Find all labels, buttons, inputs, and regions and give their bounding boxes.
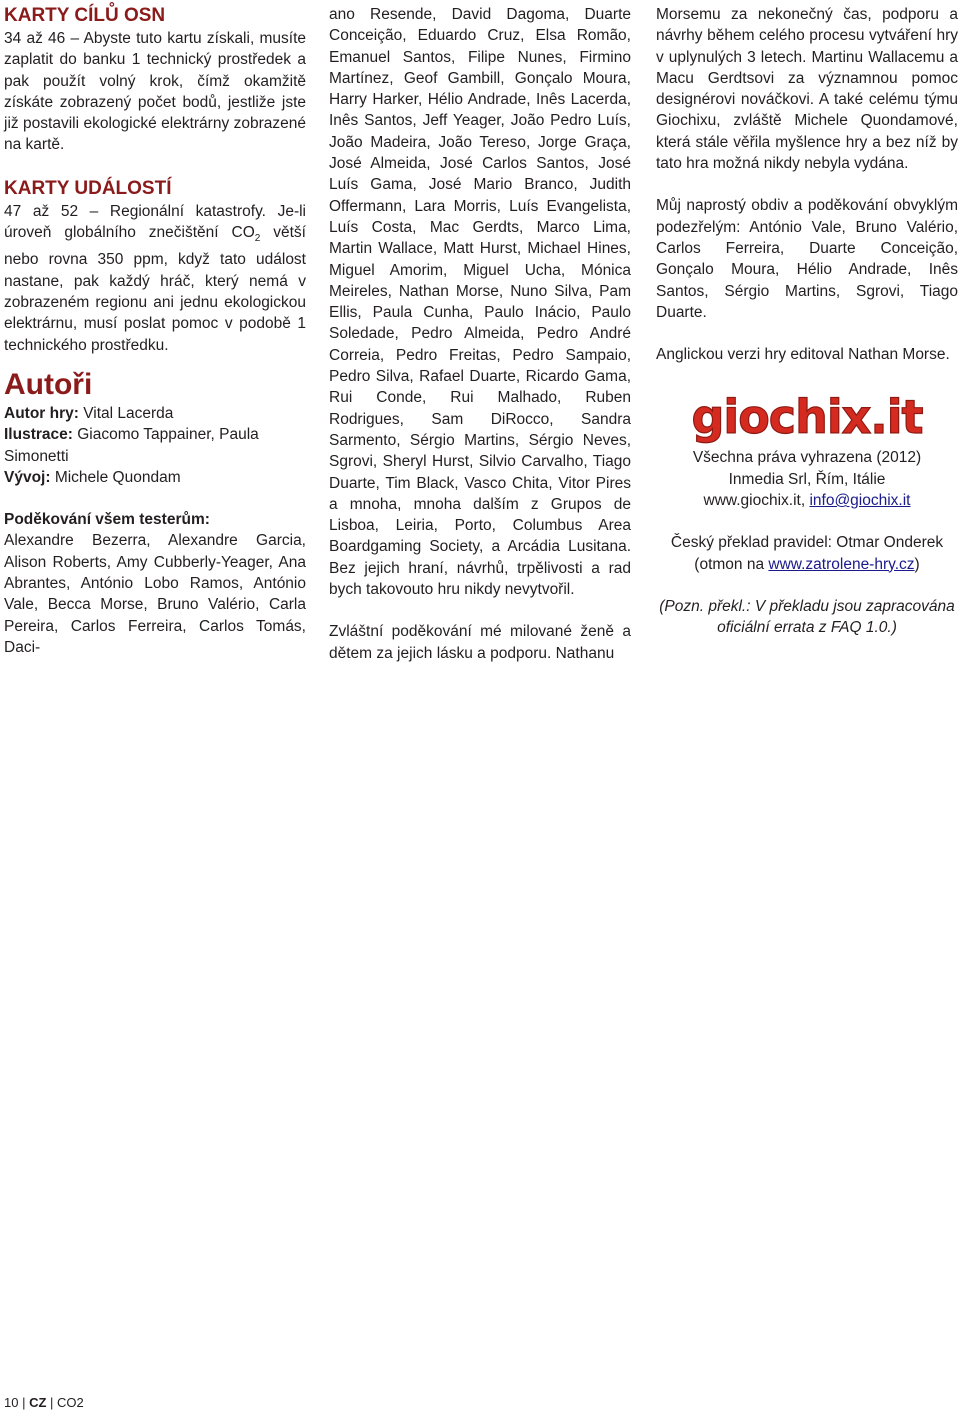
paragraph-karty-cilu: 34 až 46 – Abyste tuto kartu získali, musíte zaplatit do banku 1 technický prostředek a pak použít volný krok, čímž okamžitě získáte zobrazený počet bodů, jestliže jste již postavili ekologické elektrárny zobrazené na kartě. (4, 30, 306, 154)
illustration-line: Ilustrace: Giacomo Tappainer, Paula Simonetti (4, 426, 259, 465)
author-line: Autor hry: Vital Lacerda (4, 404, 174, 422)
testers-list-part1: Alexandre Bezerra, Alexandre Garcia, Alison Roberts, Amy Cubberly-Yeager, Ana Abrantes, António Lobo Ramos, António Vale, Becca Morse, Bruno Valério, Carla Pereira, Carlos Ferreira, Carlos Tomás, Daci- (4, 532, 306, 656)
language-code: CZ (29, 1395, 47, 1410)
rights-contact: www.giochix.it, info@giochix.it (703, 492, 911, 510)
email-link[interactable]: info@giochix.it (809, 492, 911, 510)
english-editor-line: Anglickou verzi hry editoval Nathan Morse. (656, 346, 950, 364)
rights-line-1: Všechna práva vyhrazena (2012) (692, 449, 922, 467)
heading-karty-cilu: KARTY CÍLŮ OSN (4, 5, 166, 26)
game-name: CO2 (57, 1395, 84, 1410)
rights-line-2: Inmedia Srl, Řím, Itálie (728, 470, 886, 488)
co2-subscript: 2 (254, 233, 261, 245)
column-left (4, 4, 306, 658)
heading-autori: Autoři (4, 367, 93, 401)
column-middle (329, 4, 631, 664)
development-line: Vývoj: Michele Quondam (4, 468, 181, 486)
thanks-continuation: Morsemu za nekonečný čas, podporu a návrhy během celého procesu vytváření hry v uplynulých 3 letech. Martinu Wallacemu a Macu Gerdtsovi za významnou pomoc designérovi nováčkovi. A také celému týmu Giochixu, zvláště Michele Quondamové, která stále věřila myšlence hry a bez níž by tato hra možná nikdy nebyla vydána. (656, 6, 958, 173)
suspects-paragraph: Můj naprostý obdiv a poděkování obvyklým podezřelým: António Vale, Bruno Valério, Carlos Ferreira, Duarte Conceição, Gonçalo Moura, Hélio Andrade, Inês Santos, Sérgio Martins, Sgrovi, Tiago Duarte. (656, 197, 958, 321)
special-thanks-paragraph: Zvláštní poděkování mé milované ženě a dětem za jejich lásku a podporu. Nathanu (329, 623, 631, 662)
page-footer: 10 | CZ | CO2 (4, 1395, 84, 1410)
page-number: 10 (4, 1395, 19, 1410)
paragraph-karty-udalosti: 47 až 52 – Regionální katastrofy. Je-li úroveň globálního znečištění $CO_2$ větší nebo rovna 350 ppm, když tato událost nastane, pak každý hráč, který nemá v zobrazeném regionu ani jednu ekologickou elektrárnu, musí poslat pomoc v podobě 1 technického prostředku. (4, 202, 306, 354)
translator-note: (Pozn. překl.: V překladu jsou zapracována oficiální errata z FAQ 1.0.) (659, 597, 955, 637)
testers-heading: Poděkování všem testerům: (4, 511, 210, 529)
giochix-logo (688, 389, 926, 445)
zatrolene-hry-link[interactable]: www.zatrolene-hry.cz (768, 555, 915, 573)
testers-list-part2: ano Resende, David Dagoma, Duarte Conceição, Eduardo Cruz, Elsa Romão, Emanuel Santos, Filipe Nunes, Firmino Martínez, Geof Gambill, Gonçalo Moura, Harry Harker, Hélio Andrade, Inês Lacerda, Inês Santos, Jeff Yeager, João Pedro Luís, João Madeira, João Tereso, Jorge Graça, José Almeida, José Carlos Santos, José Luís Gama, José Mario Branco, Judith Offermann, Lara Morris, Luís Evangelista, Luís Costa, Mac Gerdts, Marco Lima, Martin Wallace, Matt Hurst, Michael Hines, Miguel Amorim, Miguel Ucha, Mónica Meireles, Nathan Morse, Nuno Silva, Pam Ellis, Paula Cunha, Paulo Inácio, Paulo Soledade, Pedro Almeida, Pedro André Correia, Pedro Freitas, Pedro Sampaio, Pedro Silva, Rafael Duarte, Ricardo Gama, Rui Conde, Rui Malhado, Ruben Rodrigues, Sam DiRocco, Sandra Sarmento, Sérgio Martins, Sérgio Neves, Sgrovi, Sheryl Hurst, Silvio Carvalho, Tiago Duarte, Tim Black, Vasco Chita, Vitor Pires a mnoha, mnoha dalším z Grupos de Lisboa, Leiria, Porto, Columbus Area Boardgaming Society, a Arcádia Lusitana. Bez jejich hraní, návrhů, trpělivosti a rad bych takovouto hru nikdy nevytvořil. (329, 6, 631, 599)
svg-text:giochix.it: giochix.it (691, 390, 923, 445)
heading-karty-udalosti: KARTY UDÁLOSTÍ (4, 177, 172, 199)
translation-line-1: Český překlad pravidel: Otmar Onderek (670, 534, 944, 552)
translation-line-2: (otmon na www.zatrolene-hry.cz) (694, 555, 920, 573)
column-right (656, 4, 958, 639)
